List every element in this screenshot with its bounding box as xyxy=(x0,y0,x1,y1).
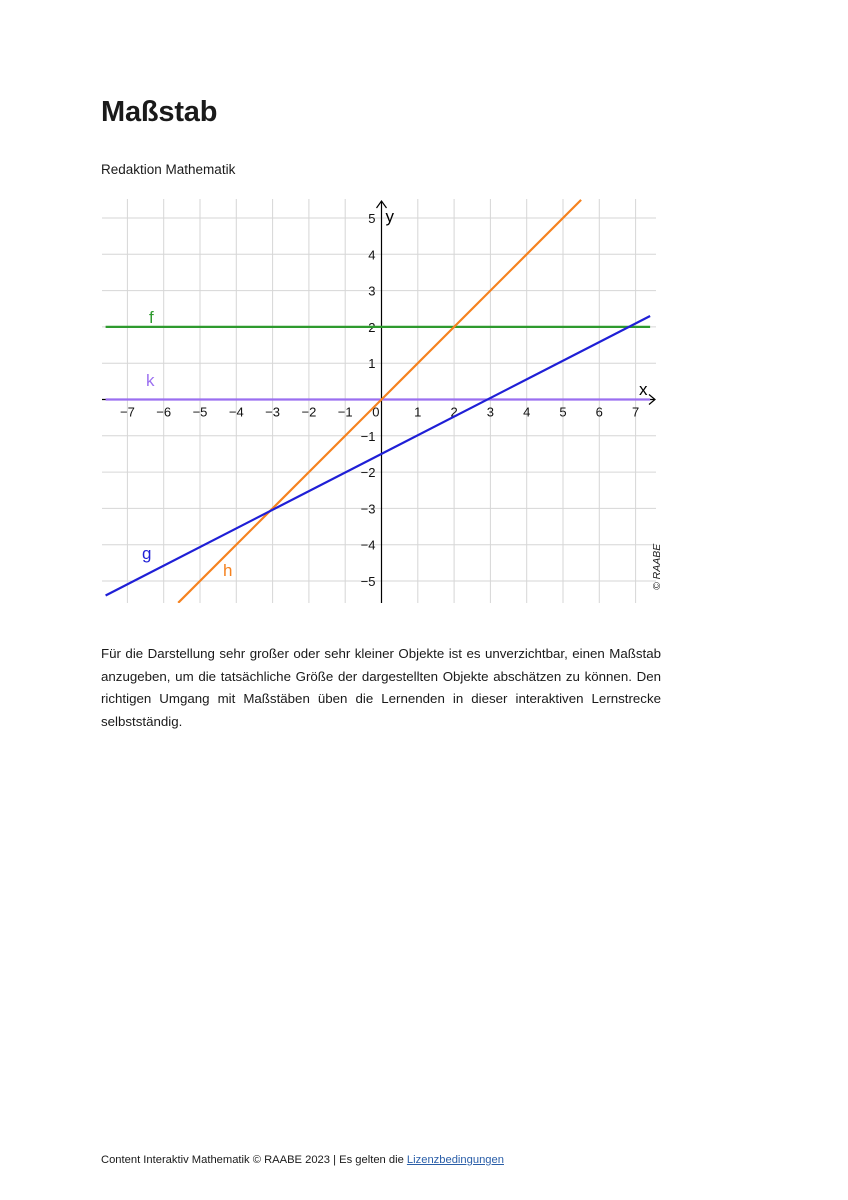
x-tick-label: 3 xyxy=(486,404,495,420)
y-tick-label: −1 xyxy=(360,428,376,444)
figure-copyright: © RAABE xyxy=(651,543,663,590)
x-tick-label: 2 xyxy=(450,404,458,420)
x-tick-label: 1 xyxy=(414,404,422,420)
y-axis-label: y xyxy=(385,207,394,226)
x-tick-label: −2 xyxy=(301,404,317,420)
x-tick-label: −7 xyxy=(119,404,135,420)
y-tick-label: 4 xyxy=(368,247,376,263)
coordinate-system-figure xyxy=(96,195,696,609)
x-tick-label: 0 xyxy=(372,404,380,420)
y-tick-label: −2 xyxy=(360,465,376,481)
y-tick-label: 2 xyxy=(368,319,376,335)
x-tick-label: 6 xyxy=(595,404,603,420)
y-tick-label: −4 xyxy=(360,537,376,553)
x-tick-label: −5 xyxy=(192,404,208,420)
y-tick-label: 3 xyxy=(368,283,376,299)
x-axis-label: x xyxy=(639,380,648,399)
x-tick-label: 7 xyxy=(631,404,640,420)
x-tick-label: −4 xyxy=(228,404,244,420)
license-link[interactable]: Lizenzbedingungen xyxy=(406,1154,504,1166)
line-label-g: g xyxy=(142,544,152,563)
footer xyxy=(101,1152,504,1168)
line-label-f: f xyxy=(149,308,154,327)
y-tick-label: 1 xyxy=(368,356,376,372)
line-label-k: k xyxy=(146,371,155,390)
coordinate-plot xyxy=(96,195,696,609)
x-tick-label: 5 xyxy=(559,404,567,420)
x-tick-label: −3 xyxy=(265,404,281,420)
line-label-h: h xyxy=(223,561,233,580)
page-title: Maßstab xyxy=(101,96,218,128)
line-g xyxy=(106,316,651,596)
x-tick-label: −6 xyxy=(156,404,172,420)
y-tick-label: −5 xyxy=(360,574,376,589)
x-tick-label: −1 xyxy=(337,404,353,420)
line-h xyxy=(178,200,581,603)
x-tick-label: 4 xyxy=(523,404,531,420)
y-tick-label: 5 xyxy=(368,211,376,226)
y-tick-label: −3 xyxy=(360,501,376,517)
footer-text: Content Interaktiv Mathematik © RAABE 2023 | Es gelten die xyxy=(101,1154,407,1166)
author: Redaktion Mathematik xyxy=(101,162,236,177)
body-text: Für die Darstellung sehr großer oder sehr kleiner Objekte ist es unverzichtbar, einen Maßstab anzugeben, um die tatsächliche Größe der dargestellten Objekte abschätzen zu können. Den richtigen Umgang mit Maßstäben üben die Lernenden in dieser interaktiven Lernstrecke selbstständig. xyxy=(101,646,661,729)
